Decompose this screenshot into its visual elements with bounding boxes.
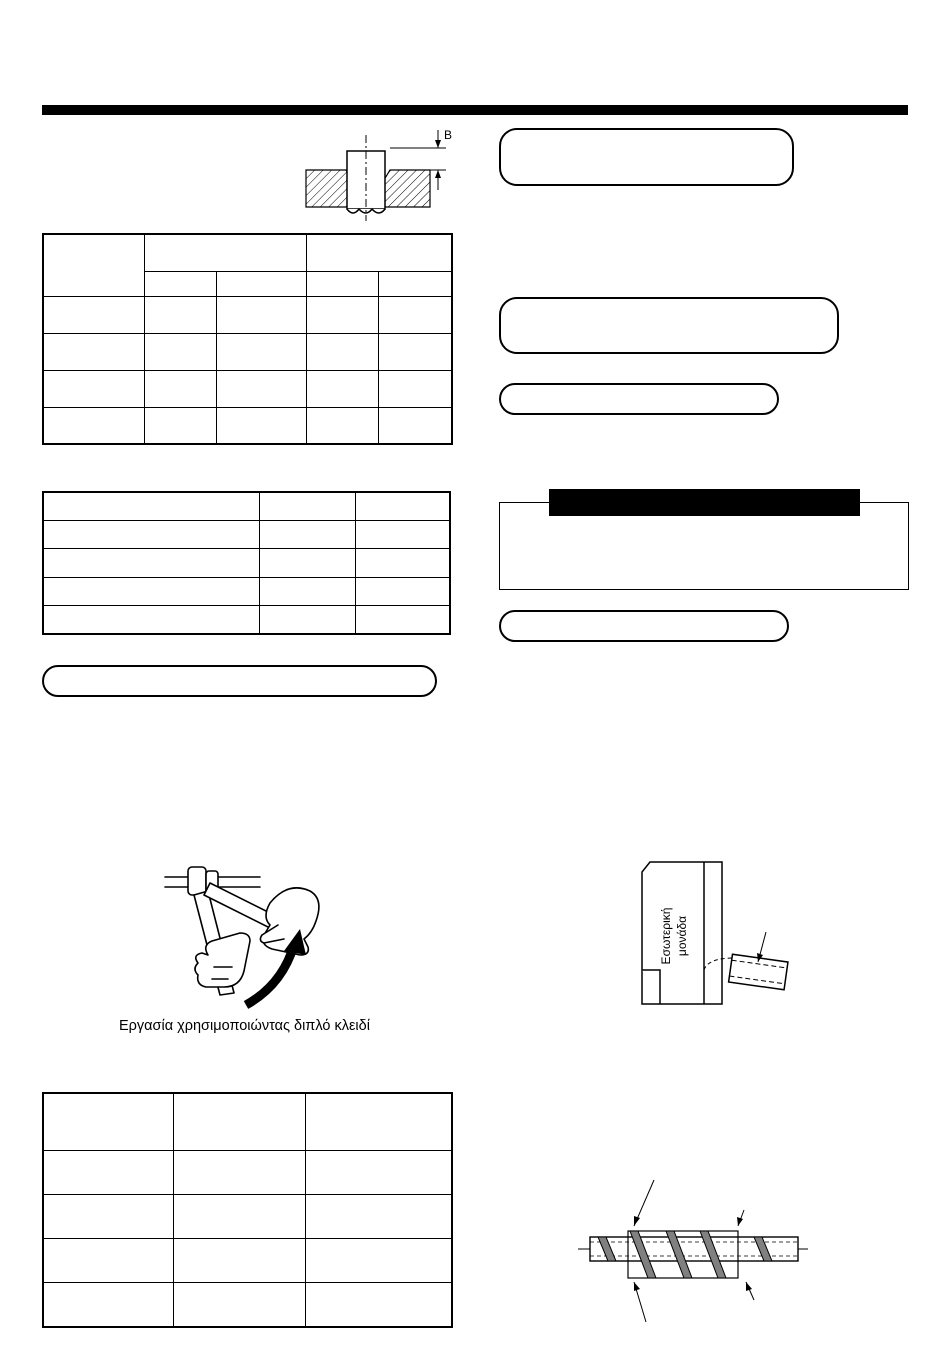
table-row — [43, 296, 452, 333]
double-wrench-figure — [160, 855, 330, 1015]
section-heading-right-3 — [499, 383, 779, 415]
table-subheader-cell — [378, 271, 452, 296]
section-heading-right-1 — [499, 128, 794, 186]
indoor-unit-label-line1: Εσωτερική — [659, 907, 673, 965]
table-header-row — [43, 1093, 452, 1150]
section-heading-right-4 — [499, 610, 789, 642]
table-header-cell — [306, 234, 452, 271]
header-rule — [42, 105, 908, 115]
double-wrench-caption: Εργασία χρησιμοποιώντας διπλό κλειδί — [119, 1018, 370, 1034]
table-row — [43, 606, 450, 634]
table-row — [43, 549, 450, 577]
table-row — [43, 333, 452, 370]
table-subheader-cell — [144, 271, 216, 296]
table-subheader-cell — [216, 271, 306, 296]
flare-dimension-label: B — [444, 128, 453, 142]
table-header-cell — [144, 234, 306, 271]
taped-pipe-figure — [578, 1176, 808, 1326]
pipe-specification-table — [42, 491, 451, 635]
table-row — [43, 1238, 452, 1282]
table-row — [43, 577, 450, 605]
table-row — [43, 407, 452, 444]
section-heading-right-2 — [499, 297, 839, 354]
table-subheader-cell — [306, 271, 378, 296]
flare-dimension-table — [42, 233, 453, 445]
table-row — [43, 370, 452, 407]
table-row — [43, 492, 450, 520]
table-header-cell — [43, 234, 144, 296]
table-row — [43, 520, 450, 548]
section-heading-connecting-pipes — [42, 665, 437, 697]
tightening-torque-table — [42, 1092, 453, 1328]
table-row — [43, 1194, 452, 1238]
indoor-unit-label-line2: μονάδα — [675, 915, 689, 957]
table-row — [43, 1150, 452, 1194]
caution-heading-bar — [549, 489, 860, 516]
flare-cross-section-figure — [300, 125, 460, 225]
table-row — [43, 1282, 452, 1327]
indoor-unit-figure — [640, 858, 800, 1008]
